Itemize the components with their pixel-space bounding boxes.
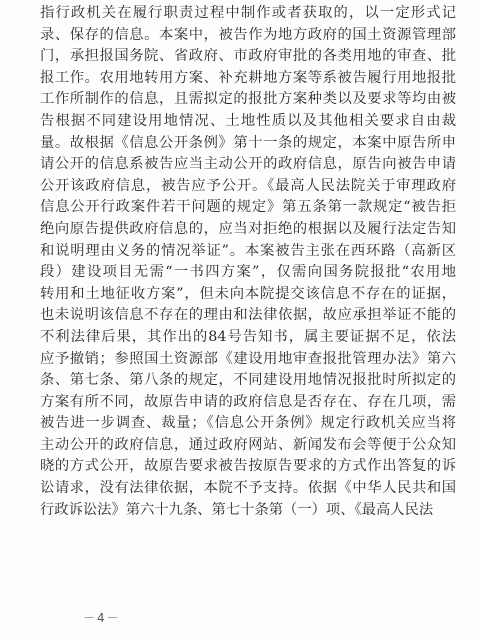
- text-line-12: 和说明理由义务的情况举证”。本案被告主张在西环路（高新区: [40, 242, 456, 259]
- text-line-1: 指行政机关在履行职责过程中制作或者获取的，以一定形式记: [40, 5, 456, 21]
- text-line-2: 录、保存的信息。本案中，被告作为地方政府的国土资源管理部: [40, 26, 456, 43]
- text-line-18: 条、第七条、第八条的规定，不同建设用地情况报批时所拟定的: [40, 372, 456, 389]
- text-line-5: 工作所制作的信息，且需拟定的报批方案种类以及要求等均由被: [40, 91, 456, 108]
- text-line-16: 不利法律后果，其作出的84号告知书，属主要证据不足，依法: [40, 328, 456, 345]
- text-line-8: 请公开的信息系被告应当主动公开的政府信息，原告向被告申请: [40, 156, 456, 173]
- text-line-21: 主动公开的政府信息，通过政府网站、新闻发布会等便于公众知: [40, 436, 456, 453]
- text-line-24: 行政诉讼法》第六十九条、第七十条第（一）项、《最高人民法: [40, 501, 434, 518]
- page-number: －4－: [83, 611, 121, 625]
- text-line-23: 讼请求，没有法律依据，本院不予支持。依据《中华人民共和国: [40, 480, 456, 497]
- text-line-7: 量。故根据《信息公开条例》第十一条的规定，本案中原告所申: [40, 134, 456, 151]
- judgment-body-text: [40, 3, 456, 521]
- text-line-11: 绝向原告提供政府信息的，应当对拒绝的根据以及履行法定告知: [40, 220, 456, 237]
- text-line-13: 段）建设项目无需“一书四方案”，仅需向国务院报批“农用地: [40, 264, 456, 281]
- text-line-14: 转用和土地征收方案”，但未向本院提交该信息不存在的证据，: [40, 285, 456, 302]
- text-line-19: 方案有所不同，故原告申请的政府信息是否存在、存在几项，需: [40, 393, 456, 410]
- text-line-20: 被告进一步调查、裁量；《信息公开条例》规定行政机关应当将: [40, 415, 456, 432]
- text-line-10: 信息公开行政案件若干问题的规定》第五条第一款规定“被告拒: [40, 199, 456, 216]
- text-line-4: 报工作。农用地转用方案、补充耕地方案等系被告履行用地报批: [40, 69, 456, 86]
- text-line-22: 晓的方式公开，故原告要求被告按原告要求的方式作出答复的诉: [40, 458, 456, 475]
- text-line-9: 公开该政府信息，被告应予公开。《最高人民法院关于审理政府: [40, 177, 456, 194]
- text-line-17: 应予撤销；参照国土资源部《建设用地审查报批管理办法》第六: [40, 350, 456, 367]
- text-line-6: 告根据不同建设用地情况、土地性质以及其他相关要求自由裁: [40, 112, 456, 129]
- text-line-3: 门，承担报国务院、省政府、市政府审批的各类用地的审查、批: [40, 48, 456, 65]
- text-line-15: 也未说明该信息不存在的理由和法律依据，故应承担举证不能的: [40, 307, 456, 324]
